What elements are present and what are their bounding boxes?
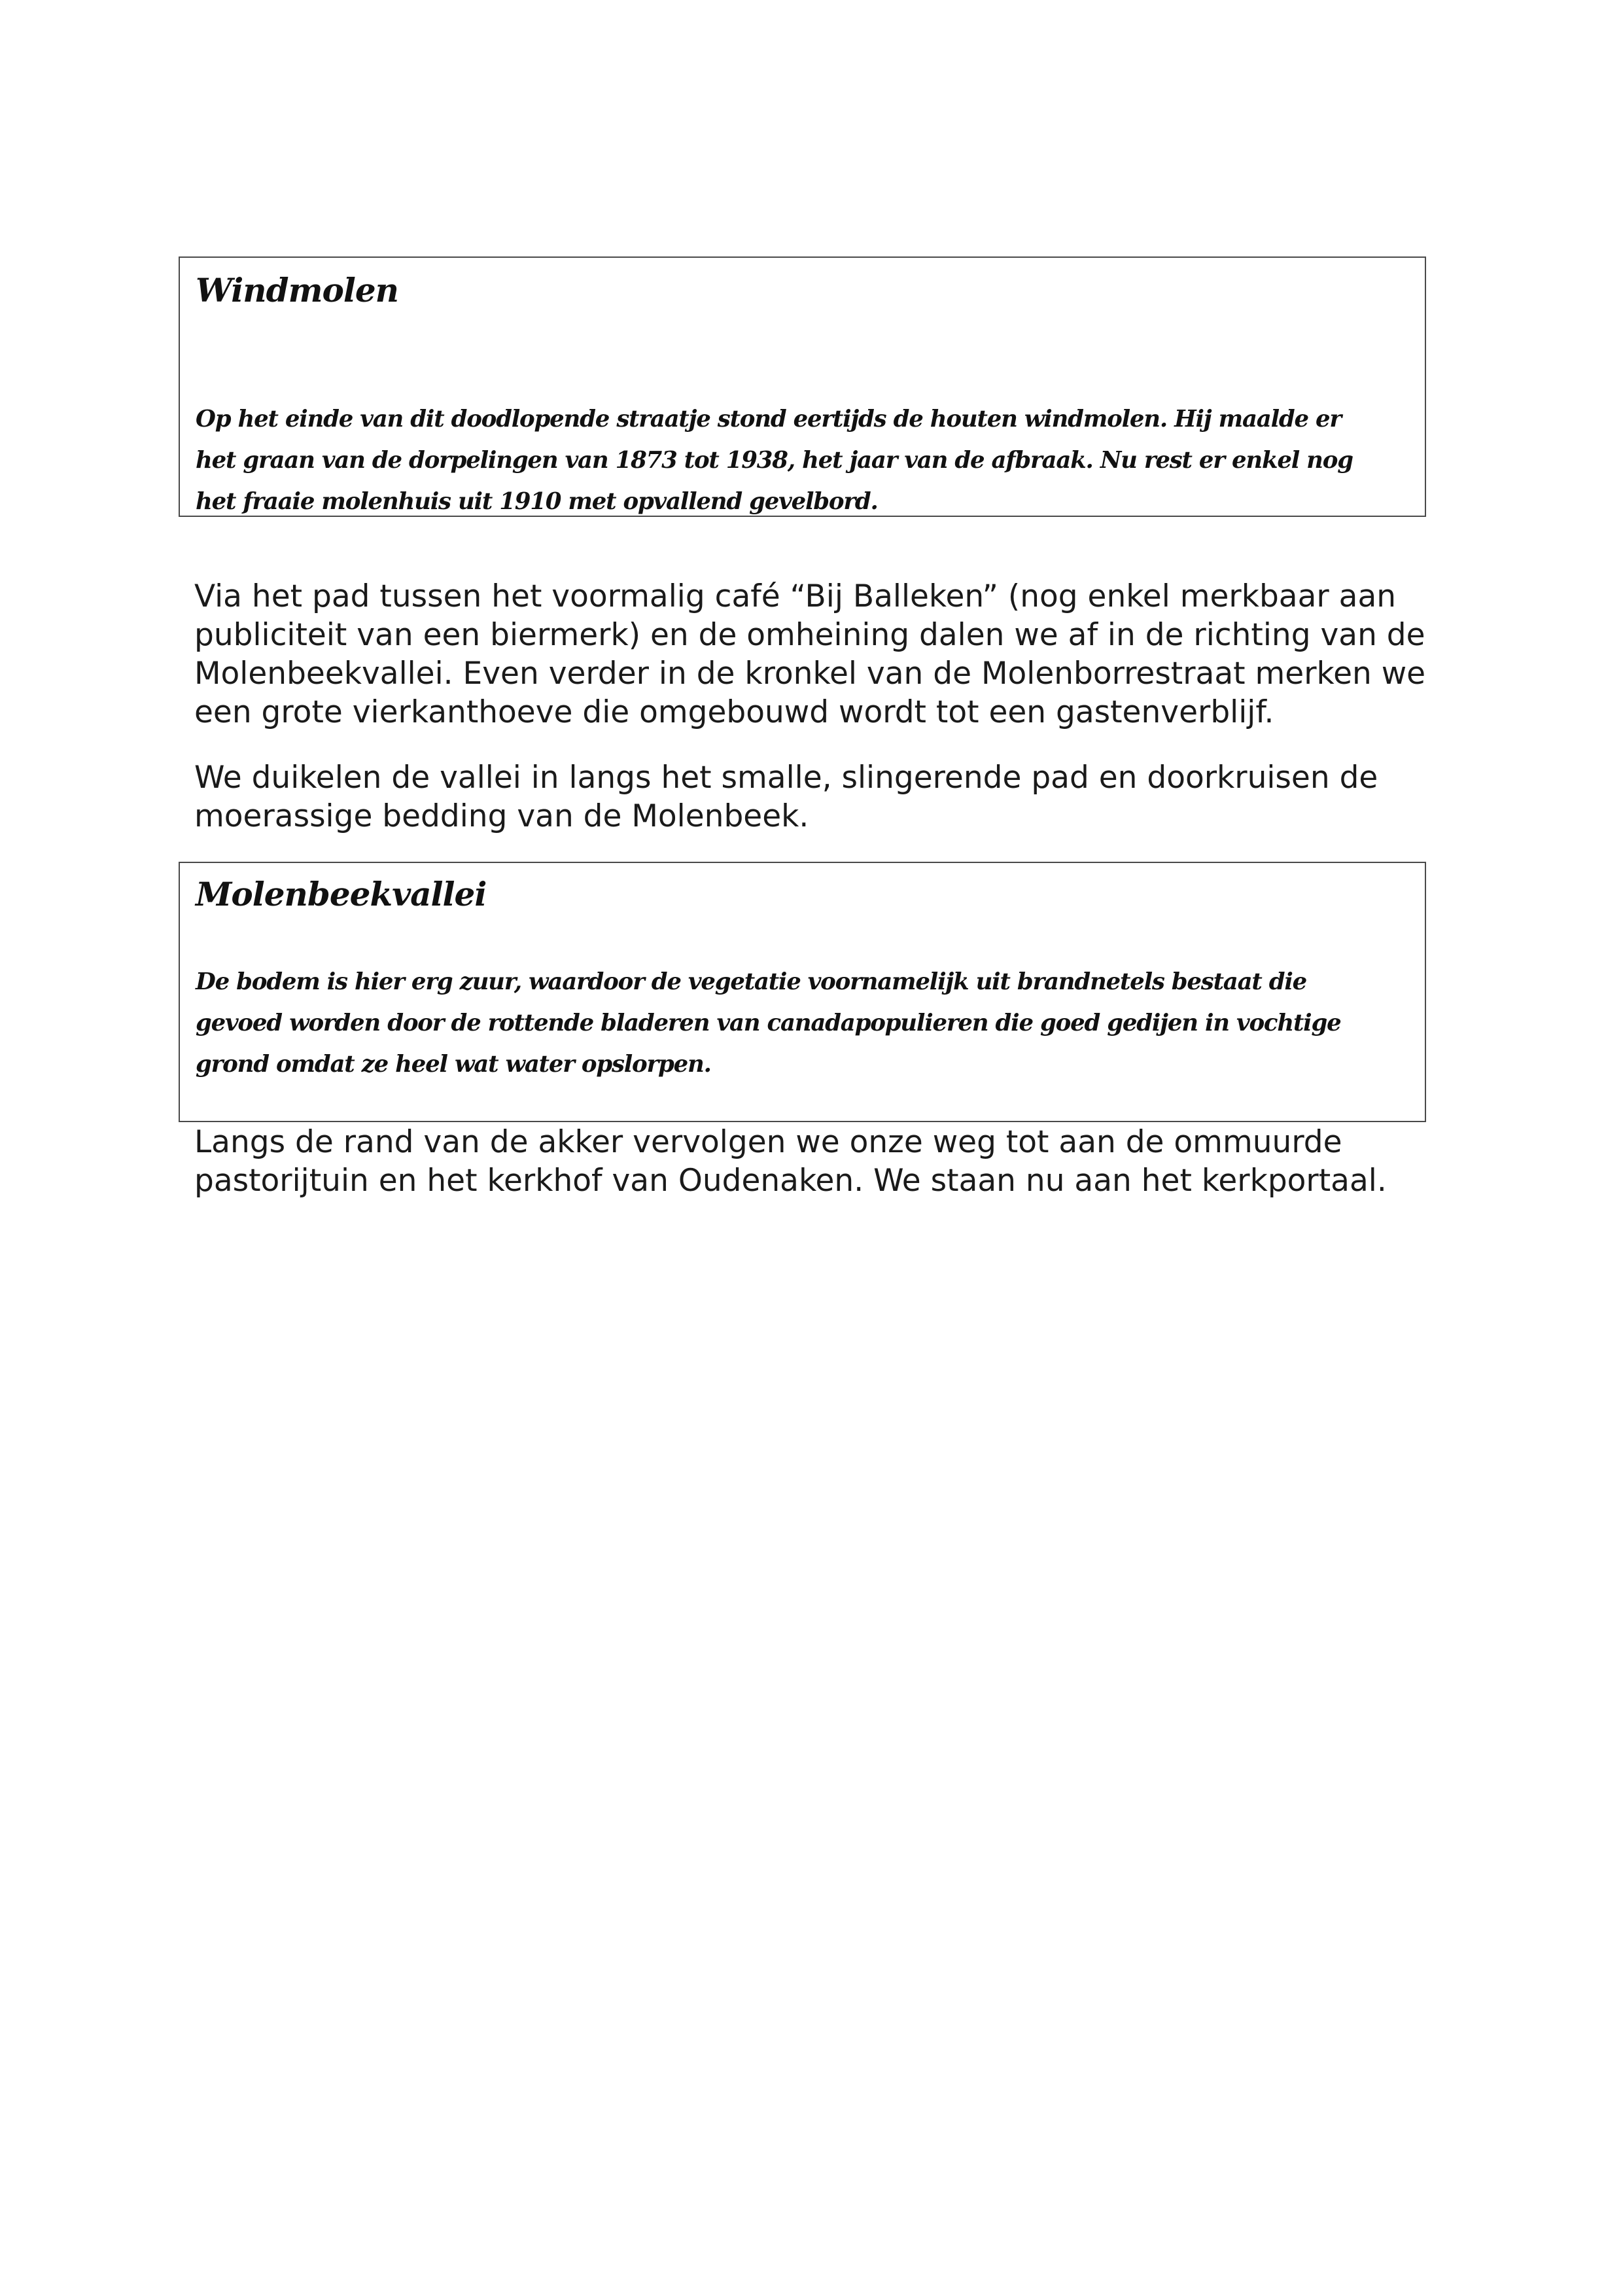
paragraph-line: publiciteit van een biermerk) en de omheining dalen we af in de richting van de bbox=[194, 617, 1425, 653]
windmolen-text-line: het graan van de dorpelingen van 1873 tot 1938, het jaar van de afbraak. Nu rest er enkel nog bbox=[196, 447, 1353, 474]
windmolen-box bbox=[179, 256, 1426, 517]
molenbeekvallei-title: Molenbeekvallei bbox=[196, 875, 487, 913]
windmolen-text-line: Op het einde van dit doodlopende straatje stond eertijds de houten windmolen. Hij maalde er bbox=[196, 406, 1341, 433]
paragraph-line: Via het pad tussen het voormalig café “Bij Balleken” (nog enkel merkbaar aan bbox=[194, 578, 1397, 614]
paragraph-line: Molenbeekvallei. Even verder in de kronkel van de Molenborrestraat merken we bbox=[194, 656, 1426, 692]
paragraph-line: Langs de rand van de akker vervolgen we onze weg tot aan de ommuurde bbox=[194, 1124, 1342, 1160]
paragraph-line: een grote vierkanthoeve die omgebouwd wordt tot een gastenverblijf. bbox=[194, 694, 1274, 730]
paragraph-line: We duikelen de vallei in langs het smalle, slingerende pad en doorkruisen de bbox=[194, 760, 1378, 796]
paragraph-akker bbox=[194, 1123, 1437, 1200]
paragraph-pad bbox=[194, 577, 1437, 732]
molenbeekvallei-text-line: De bodem is hier erg zuur, waardoor de vegetatie voornamelijk uit brandnetels bestaat die bbox=[196, 968, 1307, 995]
paragraph-line: moerassige bedding van de Molenbeek. bbox=[194, 798, 809, 834]
windmolen-text-line: het fraaie molenhuis uit 1910 met opvallend gevelbord. bbox=[196, 488, 878, 515]
windmolen-text bbox=[196, 398, 1412, 522]
molenbeekvallei-text-line: gevoed worden door de rottende bladeren van canadapopulieren die goed gedijen in vochtige bbox=[196, 1010, 1341, 1036]
molenbeekvallei-text bbox=[196, 961, 1412, 1085]
molenbeekvallei-text-line: grond omdat ze heel wat water opslorpen. bbox=[196, 1051, 711, 1078]
molenbeekvallei-box bbox=[179, 862, 1426, 1122]
windmolen-title: Windmolen bbox=[196, 271, 398, 309]
paragraph-line: pastorijtuin en het kerkhof van Oudenaken. We staan nu aan het kerkportaal. bbox=[194, 1163, 1387, 1199]
paragraph-vallei bbox=[194, 758, 1437, 836]
